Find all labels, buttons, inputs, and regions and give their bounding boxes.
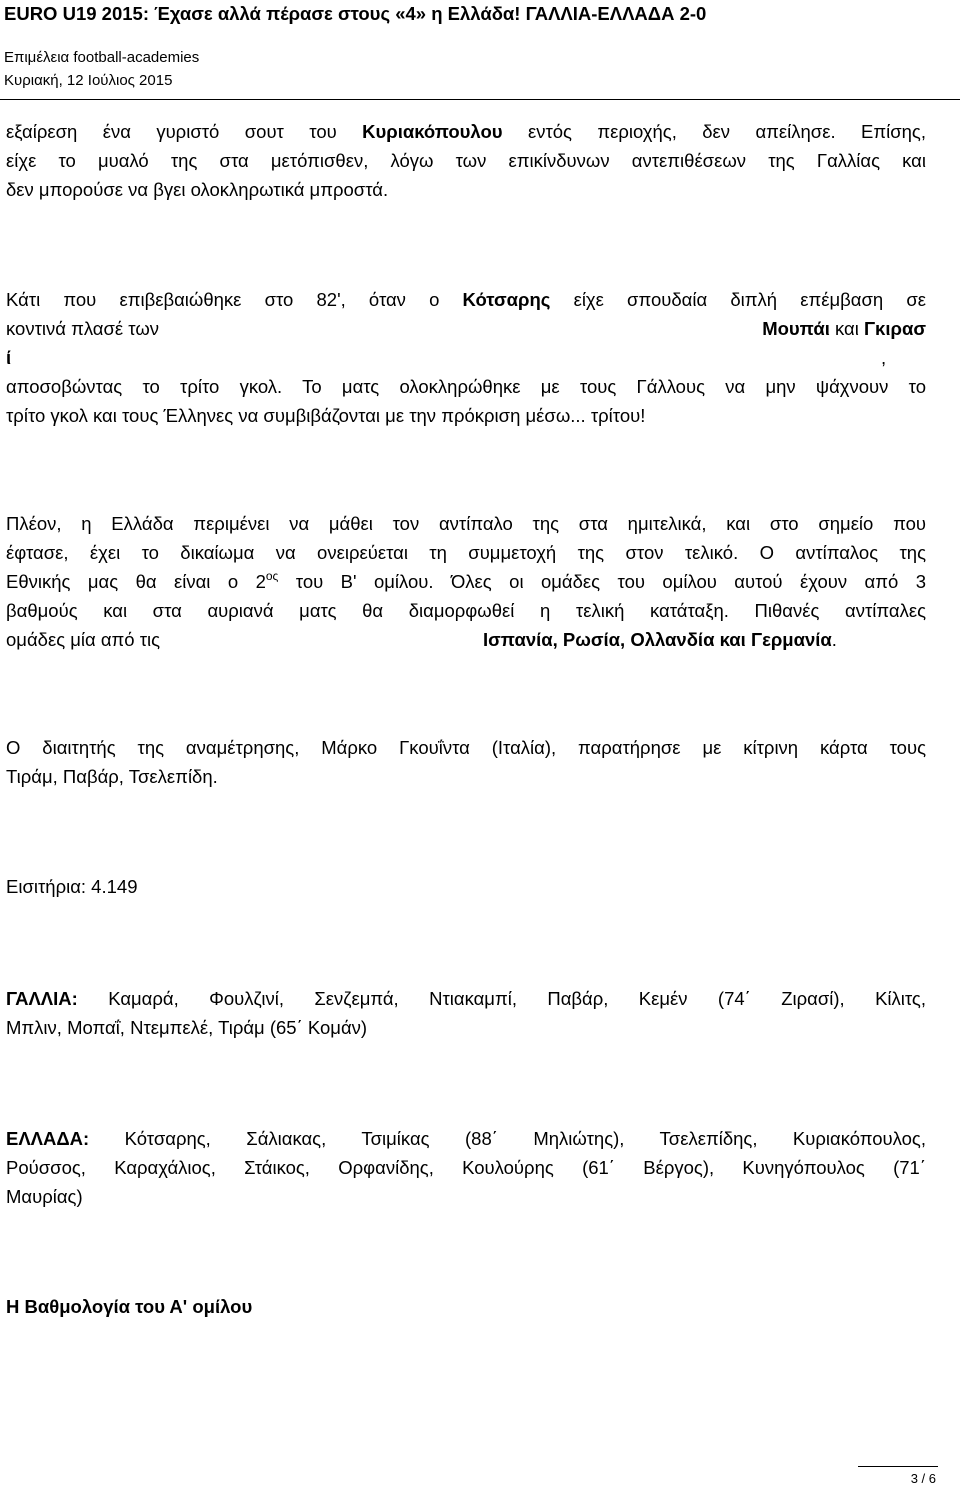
text-line: εξαίρεση ένα γυριστό σουτ του Κυριακόπουλου εντός περιοχής, δεν απείλησε. Επίσης, — [6, 121, 926, 142]
player-name: Κότσαρης — [462, 289, 551, 310]
publish-date: Κυριακή, 12 Ιούλιος 2015 — [4, 72, 173, 89]
text-line: κοντινά πλασέ των Μουπάι και Γκιρασ — [6, 318, 926, 339]
tickets-line: Εισιτήρια: 4.149 — [6, 876, 138, 897]
standings-section — [6, 1292, 926, 1321]
player-name: Μουπάι — [762, 318, 830, 339]
text-line: ΓΑΛΛΙΑ: Καμαρά, Φουλζινί, Σενζεμπά, Ντιακαμπί, Παβάρ, Κεμέν (74΄ Ζιρασί), Κίλιτς, — [6, 988, 926, 1009]
paragraph-4 — [6, 733, 926, 791]
header-divider — [0, 99, 960, 100]
text-line: είχε το μυαλό της στα μετόπισθεν, λόγω των επικίνδυνων αντεπιθέσεων της Γαλλίας και — [6, 150, 926, 171]
candidate-teams: Ισπανία, Ρωσία, Ολλανδία και Γερμανία — [483, 629, 832, 650]
text-line: Ρούσσος, Καραχάλιος, Στάικος, Ορφανίδης, Κουλούρης (61΄ Βέργος), Κυνηγόπουλος (71΄ — [6, 1157, 926, 1178]
text-line: έφτασε, έχει το δικαίωμα να ονειρεύεται τη συμμετοχή της στον τελικό. Ο αντίπαλος της — [6, 542, 926, 563]
text-line: ί , — [6, 347, 887, 368]
france-lineup — [6, 984, 926, 1042]
team-label: ΓΑΛΛΙΑ: — [6, 988, 78, 1009]
text-line: δεν μπορούσε να βγει ολοκληρωτικά μπροστά. — [6, 179, 389, 200]
text-line: βαθμούς και στα αυριανά ματς θα διαμορφωθεί η τελική κατάταξη. Πιθανές αντίπαλες — [6, 600, 926, 621]
greece-lineup — [6, 1124, 926, 1211]
document-title: EURO U19 2015: Έχασε αλλά πέρασε στους «4» η Ελλάδα! ΓΑΛΛΙΑ-ΕΛΛΑΔΑ 2-0 — [4, 3, 707, 24]
text-line: Μπλιν, Μοπαΐ, Ντεμπελέ, Τιράμ (65΄ Κομάν) — [6, 1017, 368, 1038]
text-line: Εθνικής μας θα είναι ο $2^{o\varsigma}$ του Β' ομίλου. Όλες οι ομάδες του ομίλου αυτού έχουν από 3 — [6, 569, 927, 592]
text-line: ομάδες μία από τις Ισπανία, Ρωσία, Ολλανδία και Γερμανία. — [6, 629, 837, 650]
footer-divider — [858, 1466, 938, 1467]
text-line: Πλέον, η Ελλάδα περιμένει να μάθει τον αντίπαλο της στα ημιτελικά, και στο σημείο που — [6, 513, 926, 534]
editor-credit: Επιμέλεια football-academies — [4, 49, 200, 66]
text-line: Τιράμ, Παβάρ, Τσελεπίδη. — [6, 766, 218, 787]
team-label: ΕΛΛΑΔΑ: — [6, 1128, 90, 1149]
text-line: αποσοβώντας το τρίτο γκολ. Το ματς ολοκληρώθηκε με τους Γάλλους να μην ψάχνουν το — [6, 376, 926, 397]
text-line: ΕΛΛΑΔΑ: Κότσαρης, Σάλιακας, Τσιμίκας (88΄ Μηλιώτης), Τσελεπίδης, Κυριακόπουλος, — [6, 1128, 926, 1149]
player-name: Γκιρασ — [863, 318, 926, 339]
page-number: 3 / 6 — [910, 1471, 936, 1486]
paragraph-2 — [6, 285, 926, 430]
paragraph-1 — [6, 117, 926, 204]
text-line: Ο διαιτητής της αναμέτρησης, Μάρκο Γκουΐντα (Ιταλία), παρατήρησε με κίτρινη κάρτα τους — [6, 737, 926, 758]
text-line: Κάτι που επιβεβαιώθηκε στο 82', όταν ο Κότσαρης είχε σπουδαία διπλή επέμβαση σε — [6, 289, 926, 310]
text-line: Μαυρίας) — [6, 1186, 83, 1207]
player-name: Κυριακόπουλου — [362, 121, 503, 142]
section-heading: Η Βαθμολογία του Α' ομίλου — [6, 1296, 253, 1317]
attendance — [6, 872, 926, 901]
text-line: τρίτο γκολ και τους Έλληνες να συμβιβάζονται με την πρόκριση μέσω... τρίτου! — [6, 405, 646, 426]
paragraph-3 — [6, 509, 926, 654]
